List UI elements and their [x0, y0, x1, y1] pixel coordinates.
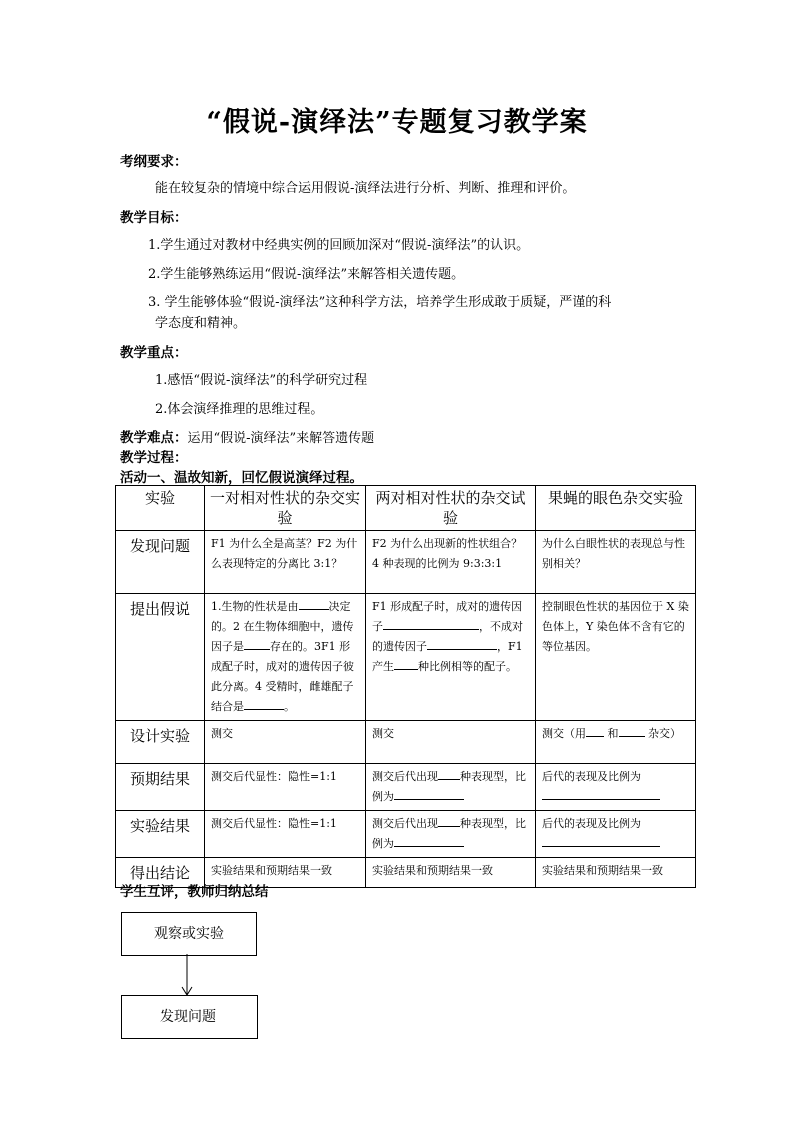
- table-cell: 测交后代显性：隐性=1:1: [205, 811, 366, 858]
- table-cell: [536, 764, 696, 811]
- mubiao-item-3: 3. 学生能够体验“假说-演绎法”这种科学方法，培养学生形成敢于质疑，严谨的科: [148, 295, 612, 310]
- table-row: [116, 531, 696, 594]
- zhongdian-item-1: 1.感悟“假说-演绎法”的科学研究过程: [155, 373, 368, 388]
- nandian-line: [120, 426, 374, 446]
- header-cell: 一对相对性状的杂交实验: [205, 486, 366, 531]
- flow-box-label: 观察或实验: [154, 926, 224, 942]
- fill-blank: [427, 637, 497, 650]
- kaogang-text: 能在较复杂的情境中综合运用假说-演绎法进行分析、判断、推理和评价。: [155, 181, 576, 196]
- guocheng-heading: 教学过程：: [120, 450, 188, 466]
- page-title: “假说-演绎法”专题复习教学案: [206, 107, 588, 138]
- header-cell: 果蝇的眼色杂交实验: [536, 486, 696, 531]
- experiment-table: [115, 485, 696, 888]
- table-cell: [366, 594, 536, 721]
- fill-blank: [619, 724, 645, 737]
- table-cell: 实验结果和预期结果一致: [366, 858, 536, 888]
- table-cell: 测交后代显性：隐性=1:1: [205, 764, 366, 811]
- cell-text: 种表现型，比例为: [372, 770, 526, 803]
- row-label: 得出结论: [116, 858, 205, 888]
- fill-blank: [394, 657, 418, 670]
- table-cell: F2 为什么出现新的性状组合？4 种表现的比例为 9:3:3:1: [366, 531, 536, 594]
- nandian-heading: 教学难点：: [120, 430, 188, 446]
- cell-text: 种表现型，比例为: [372, 817, 526, 850]
- cell-text: 后代的表现及比例为: [542, 770, 641, 783]
- cell-text: 后代的表现及比例为: [542, 817, 641, 830]
- table-cell: [536, 721, 696, 764]
- table-row: [116, 721, 696, 764]
- flow-box-label: 发现问题: [160, 1009, 216, 1025]
- table-row: [116, 764, 696, 811]
- flow-box-problem: [121, 995, 258, 1039]
- row-label: 预期结果: [116, 764, 205, 811]
- fill-blank: [299, 597, 329, 610]
- fill-blank: [438, 814, 460, 827]
- summary-heading: 学生互评，教师归纳总结: [120, 884, 269, 900]
- table-row: [116, 811, 696, 858]
- fill-blank: [438, 767, 460, 780]
- cell-text: 测交（用: [542, 727, 586, 740]
- cell-text: 种比例相等的配子。: [418, 660, 517, 673]
- table-cell: [536, 811, 696, 858]
- table-cell: 实验结果和预期结果一致: [205, 858, 366, 888]
- row-label: 发现问题: [116, 531, 205, 594]
- header-cell: 两对相对性状的杂交试验: [366, 486, 536, 531]
- table-cell: 测交: [366, 721, 536, 764]
- fill-blank: [244, 697, 284, 710]
- cell-text: 1.生物的性状是由: [211, 600, 299, 613]
- flow-arrow: [180, 954, 194, 996]
- fill-blank: [542, 787, 660, 800]
- flow-box-observe: [121, 912, 257, 956]
- table-row: [116, 594, 696, 721]
- row-label: 设计实验: [116, 721, 205, 764]
- fill-blank: [244, 637, 270, 650]
- cell-text: 测交后代出现: [372, 770, 438, 783]
- cell-text: 。: [284, 700, 295, 713]
- cell-text: 决定的。2 在生物体细胞中，遗传因子是: [211, 600, 354, 653]
- table-cell: 测交: [205, 721, 366, 764]
- table-cell: [366, 764, 536, 811]
- cell-text: ，不成对的遗传因子: [372, 620, 523, 653]
- mubiao-item-1: 1.学生通过对教材中经典实例的回顾加深对“假说-演绎法”的认识。: [148, 238, 530, 253]
- table-cell: 为什么白眼性状的表现总与性别相关？: [536, 531, 696, 594]
- zhongdian-heading: 教学重点：: [120, 345, 188, 361]
- header-cell: 实验: [116, 486, 205, 531]
- cell-text: 和: [607, 727, 619, 740]
- table-cell: 实验结果和预期结果一致: [536, 858, 696, 888]
- cell-text: 存在的。3F1 形成配子时，成对的遗传因子彼此分离。4 受精时，雌雄配子结合是: [211, 640, 354, 713]
- cell-text: F1 形成配子时，成对的遗传因子: [372, 600, 523, 633]
- table-cell: [205, 594, 366, 721]
- row-label: 提出假说: [116, 594, 205, 721]
- table-header-row: [116, 486, 696, 531]
- mubiao-heading: 教学目标：: [120, 210, 188, 226]
- fill-blank: [586, 724, 604, 737]
- kaogang-heading: 考纲要求：: [120, 154, 188, 170]
- cell-text: 杂交）: [648, 727, 681, 740]
- mubiao-item-3-cont: 学态度和精神。: [155, 316, 247, 331]
- table-cell: [366, 811, 536, 858]
- zhongdian-item-2: 2.体会演绎推理的思维过程。: [155, 402, 324, 417]
- row-label: 实验结果: [116, 811, 205, 858]
- fill-blank: [394, 834, 464, 847]
- mubiao-item-2: 2.学生能够熟练运用“假说-演绎法”来解答相关遗传题。: [148, 267, 465, 282]
- table-cell: 控制眼色性状的基因位于 X 染色体上，Y 染色体不含有它的等位基因。: [536, 594, 696, 721]
- fill-blank: [383, 617, 479, 630]
- fill-blank: [542, 834, 660, 847]
- table-cell: F1 为什么全是高茎？F2 为什么表现特定的分离比 3:1？: [205, 531, 366, 594]
- nandian-text: 运用“假说-演绎法”来解答遗传题: [187, 431, 375, 446]
- cell-text: 测交后代出现: [372, 817, 438, 830]
- fill-blank: [394, 787, 464, 800]
- cell-text: ，F1 产生: [372, 640, 523, 673]
- huodong-heading: 活动一、温故知新，回忆假说演绎过程。: [120, 470, 363, 486]
